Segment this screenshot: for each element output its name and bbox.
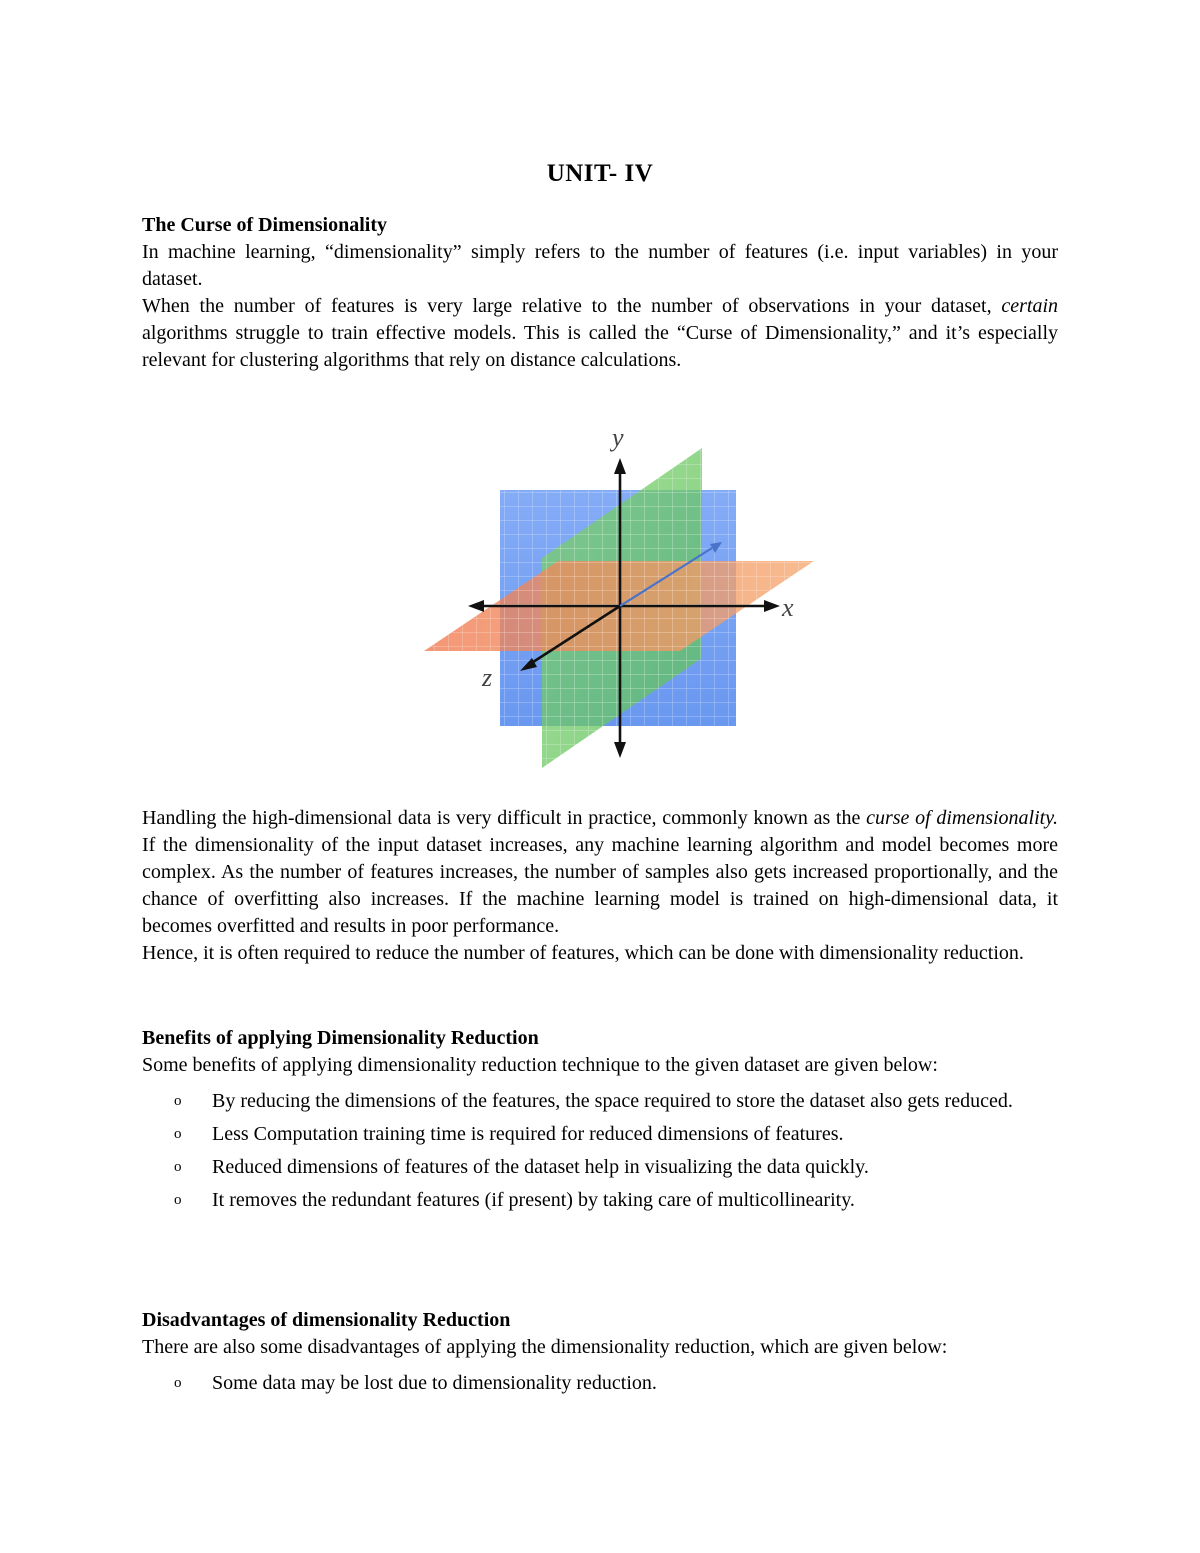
- paragraph-high-dimensional: [142, 805, 1058, 940]
- paragraph-hence: Hence, it is often required to reduce the number of features, which can be done with dimensionality reduction.: [142, 942, 1024, 964]
- paragraph-curse-part2: algorithms struggle to train effective models. This is called the “Curse of Dimensionality,” and it’s especially relevant for clustering algorithms that rely on distance calculations.: [142, 322, 1058, 371]
- list-item: [142, 1184, 1058, 1217]
- bullet-icon: o: [174, 1126, 182, 1142]
- benefits-list: [142, 1085, 1058, 1217]
- list-item: [142, 1367, 1058, 1400]
- benefit-text: By reducing the dimensions of the features, the space required to store the dataset also gets reduced.: [212, 1090, 1013, 1112]
- unit-title: UNIT- IV: [546, 160, 654, 187]
- disadvantages-list: [142, 1367, 1058, 1400]
- 3d-axes-figure: [420, 408, 820, 774]
- bullet-icon: o: [174, 1159, 182, 1175]
- paragraph-disadvantages-intro: There are also some disadvantages of applying the dimensionality reduction, which are given below:: [142, 1336, 948, 1358]
- section-disadvantages: [142, 1307, 1058, 1400]
- paragraph-high-dim-part1: Handling the high-dimensional data is very difficult in practice, commonly known as the: [142, 807, 867, 829]
- benefit-text: Reduced dimensions of features of the dataset help in visualizing the data quickly.: [212, 1156, 869, 1178]
- benefit-text: Less Computation training time is required for reduced dimensions of features.: [212, 1123, 844, 1145]
- section-curse: [142, 212, 1058, 374]
- disadvantage-text: Some data may be lost due to dimensionality reduction.: [212, 1372, 657, 1394]
- bullet-icon: o: [174, 1093, 182, 1109]
- bullet-icon: o: [174, 1375, 182, 1391]
- bullet-icon: o: [174, 1192, 182, 1208]
- list-item: [142, 1085, 1058, 1118]
- section-benefits: [142, 1025, 1058, 1217]
- paragraph-definition: In machine learning, “dimensionality” simply refers to the number of features (i.e. input variables) in your dataset.: [142, 241, 1058, 290]
- emphasis-curse: curse of dimensionality.: [866, 807, 1058, 829]
- paragraph-curse-part1: When the number of features is very large relative to the number of observations in your dataset,: [142, 295, 1002, 317]
- section-heading-curse: The Curse of Dimensionality: [142, 214, 387, 236]
- section-heading-benefits: Benefits of applying Dimensionality Reduction: [142, 1027, 539, 1049]
- list-item: [142, 1118, 1058, 1151]
- paragraph-benefits-intro: Some benefits of applying dimensionality reduction technique to the given dataset are given below:: [142, 1054, 938, 1076]
- section-heading-disadvantages: Disadvantages of dimensionality Reduction: [142, 1309, 511, 1331]
- x-axis-label: x: [782, 593, 794, 622]
- list-item: [142, 1151, 1058, 1184]
- z-axis-label: z: [482, 663, 493, 692]
- benefit-text: It removes the redundant features (if present) by taking care of multicollinearity.: [212, 1189, 855, 1211]
- emphasis-certain: certain: [1001, 295, 1058, 317]
- y-axis-label: y: [612, 423, 624, 452]
- paragraph-curse-explained: [142, 293, 1058, 374]
- section-high-dim: [142, 805, 1058, 967]
- paragraph-high-dim-part2: If the dimensionality of the input dataset increases, any machine learning algorithm and model becomes more complex. As the number of features increases, the number of samples also gets increased proportionally, and the chance of overfitting also increases. If the machine learning model is trained on high-dimensional data, it becomes overfitted and results in poor performance.: [142, 834, 1058, 937]
